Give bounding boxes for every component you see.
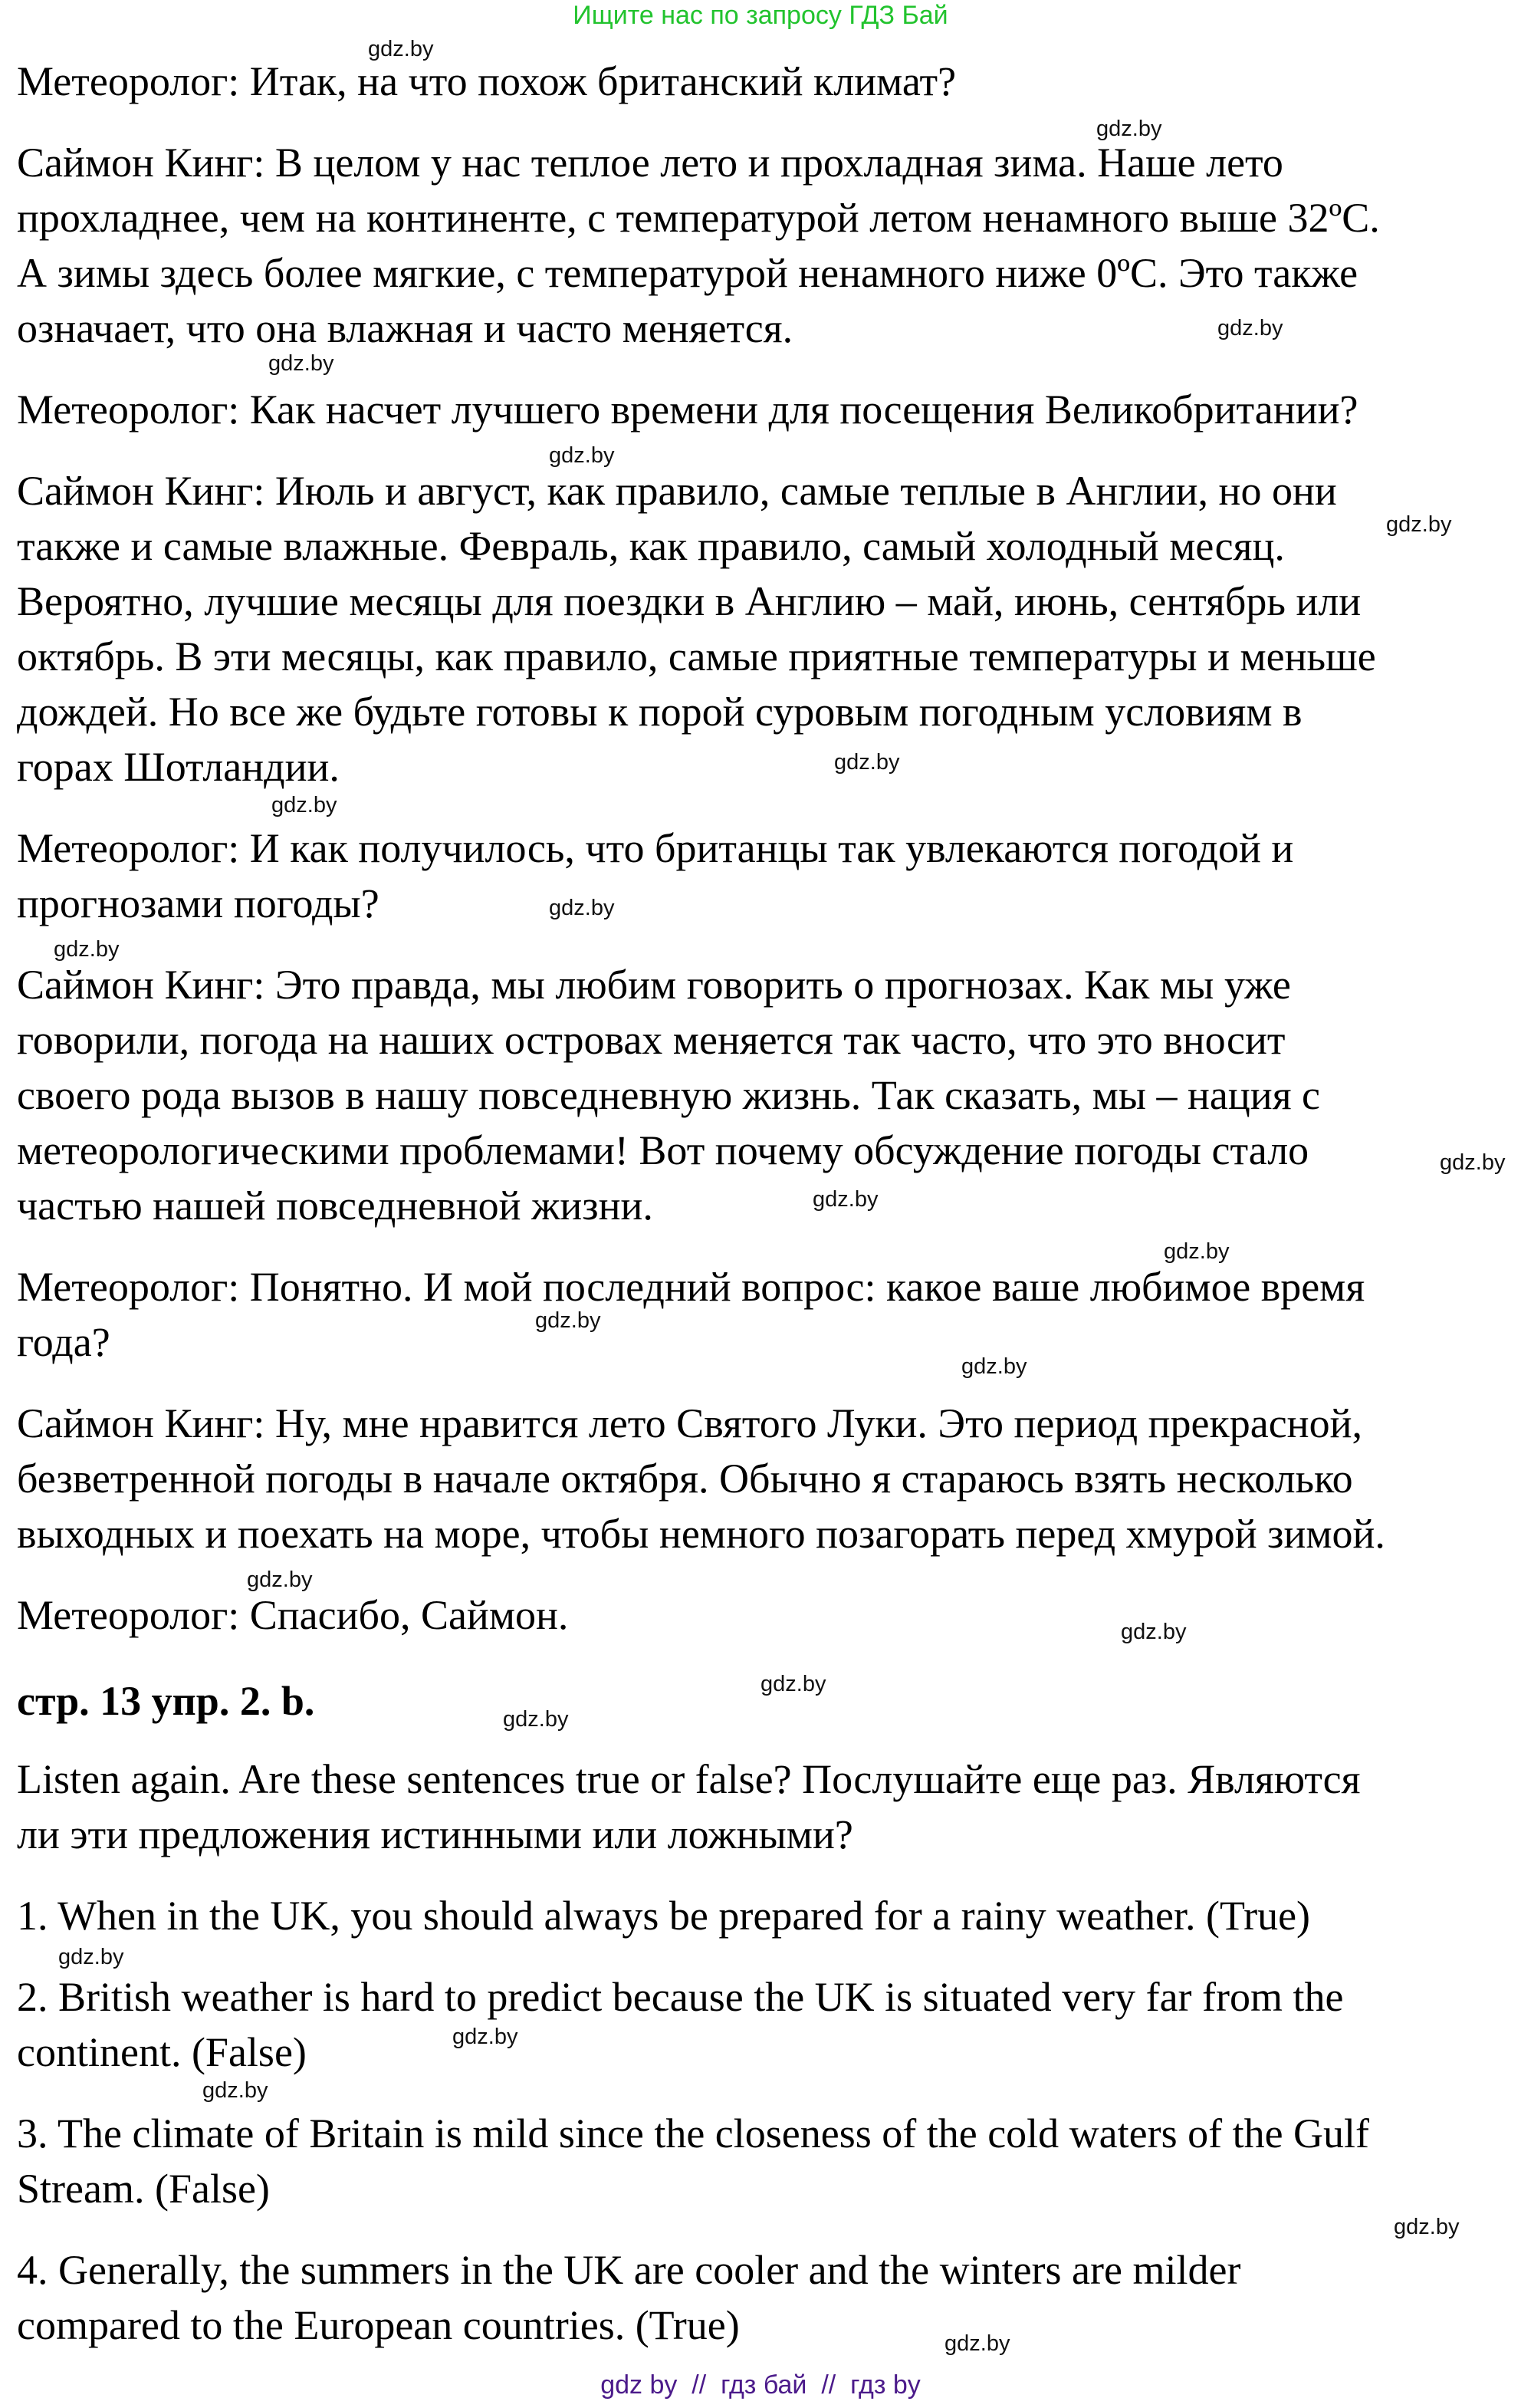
dialogue-line: Метеоролог: Итак, на что похож британский климат?	[17, 58, 957, 104]
watermark: gdz.by	[760, 1672, 826, 1696]
watermark: gdz.by	[1386, 512, 1452, 537]
exercise-item-4: compared to the European countries. (True)	[17, 2302, 740, 2348]
header-banner[interactable]: Ищите нас по запросу ГДЗ Бай	[573, 1, 948, 30]
watermark: gdz.by	[1440, 1150, 1506, 1175]
watermark: gdz.by	[1394, 2215, 1460, 2239]
watermark: gdz.by	[268, 351, 334, 376]
watermark: gdz.by	[247, 1568, 313, 1592]
exercise-item-3: 3. The climate of Britain is mild since the closeness of the cold waters of the Gulf	[17, 2110, 1370, 2156]
dialogue-line: Саймон Кинг: В целом у нас теплое лето и прохладная зима. Наше лето	[17, 140, 1283, 186]
watermark: gdz.by	[368, 37, 434, 61]
exercise-item-1: 1. When in the UK, you should always be prepared for a rainy weather. (True)	[17, 1893, 1311, 1939]
dialogue-line: Метеоролог: Понятно. И мой последний вопрос: какое ваше любимое время	[17, 1264, 1365, 1310]
exercise-heading: стр. 13 упр. 2. b.	[17, 1678, 315, 1724]
watermark: gdz.by	[271, 793, 337, 817]
dialogue-line: безветренной погоды в начале октября. Обычно я стараюсь взять несколько	[17, 1456, 1353, 1502]
exercise-instruction: Listen again. Are these sentences true or false? Послушайте еще раз. Являются	[17, 1756, 1361, 1802]
exercise-item-4: 4. Generally, the summers in the UK are cooler and the winters are milder	[17, 2247, 1241, 2293]
watermark: gdz.by	[452, 2025, 518, 2049]
dialogue-line: года?	[17, 1319, 110, 1365]
footer-links[interactable]: gdz by // гдз бай // гдз by	[600, 2370, 921, 2400]
dialogue-line: говорили, погода на наших островах меняется так часто, что это вносит	[17, 1017, 1286, 1063]
watermark: gdz.by	[549, 896, 615, 920]
dialogue-line: октябрь. В эти месяцы, как правило, самые приятные температуры и меньше	[17, 633, 1376, 679]
dialogue-line: Саймон Кинг: Ну, мне нравится лето Святого Луки. Это период прекрасной,	[17, 1400, 1362, 1446]
dialogue-line: Саймон Кинг: Это правда, мы любим говорить о прогнозах. Как мы уже	[17, 962, 1291, 1008]
dialogue-line: означает, что она влажная и часто меняется.	[17, 305, 793, 351]
dialogue-line: выходных и поехать на море, чтобы немного позагорать перед хмурой зимой.	[17, 1511, 1385, 1557]
dialogue-line: Метеоролог: Как насчет лучшего времени для посещения Великобритании?	[17, 387, 1358, 433]
dialogue-line: Вероятно, лучшие месяцы для поездки в Англию – май, июнь, сентябрь или	[17, 578, 1362, 624]
dialogue-line: частью нашей повседневной жизни.	[17, 1183, 653, 1229]
dialogue-line: прогнозами погоды?	[17, 880, 379, 926]
dialogue-line: дождей. Но все же будьте готовы к порой суровым погодным условиям в	[17, 689, 1303, 735]
dialogue-line: своего рода вызов в нашу повседневную жизнь. Так сказать, мы – нация с	[17, 1072, 1320, 1118]
watermark: gdz.by	[54, 937, 120, 962]
dialogue-line: А зимы здесь более мягкие, с температурой ненамного ниже 0ºC. Это также	[17, 250, 1358, 296]
watermark: gdz.by	[58, 1945, 124, 1969]
watermark: gdz.by	[1096, 117, 1162, 141]
watermark: gdz.by	[1121, 1620, 1187, 1644]
dialogue-line: Метеоролог: Спасибо, Саймон.	[17, 1592, 569, 1638]
watermark: gdz.by	[834, 750, 900, 775]
watermark: gdz.by	[535, 1308, 601, 1333]
watermark: gdz.by	[1217, 316, 1283, 340]
watermark: gdz.by	[1164, 1239, 1230, 1264]
dialogue-line: Метеоролог: И как получилось, что британцы так увлекаются погодой и	[17, 825, 1294, 871]
exercise-item-2: 2. British weather is hard to predict because the UK is situated very far from the	[17, 1974, 1344, 2020]
exercise-item-3: Stream. (False)	[17, 2166, 270, 2212]
dialogue-line: прохладнее, чем на континенте, с температурой летом ненамного выше 32ºC.	[17, 195, 1380, 241]
watermark: gdz.by	[961, 1354, 1027, 1379]
watermark: gdz.by	[202, 2078, 268, 2103]
watermark: gdz.by	[549, 443, 615, 468]
watermark: gdz.by	[503, 1707, 569, 1732]
dialogue-line: горах Шотландии.	[17, 744, 340, 790]
exercise-item-2: continent. (False)	[17, 2029, 307, 2075]
exercise-instruction: ли эти предложения истинными или ложными?	[17, 1811, 853, 1857]
watermark: gdz.by	[944, 2331, 1010, 2356]
dialogue-line: Саймон Кинг: Июль и август, как правило, самые теплые в Англии, но они	[17, 468, 1337, 514]
dialogue-line: метеорологическими проблемами! Вот почему обсуждение погоды стало	[17, 1127, 1309, 1173]
watermark: gdz.by	[813, 1187, 879, 1212]
dialogue-line: также и самые влажные. Февраль, как правило, самый холодный месяц.	[17, 523, 1285, 569]
